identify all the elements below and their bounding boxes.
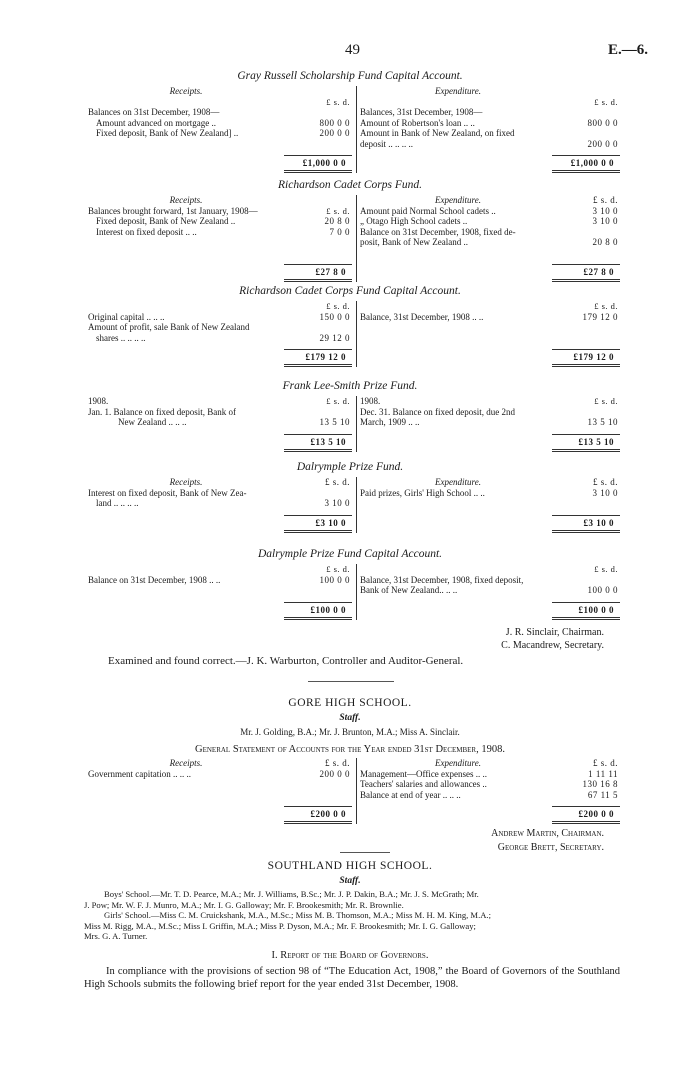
account-row	[88, 312, 356, 323]
account-row	[356, 396, 624, 407]
total-rule	[552, 602, 620, 603]
row-amount: 67 11 5	[587, 789, 618, 800]
row-description: land .. .. .. ..	[96, 498, 139, 508]
examined-statement: Examined and found correct.—J. K. Warburton, Controller and Auditor-General.	[108, 655, 464, 667]
total-rule	[552, 264, 620, 265]
account-row	[356, 97, 624, 108]
total-rule	[552, 366, 620, 367]
total-rule	[284, 349, 352, 350]
receipts-column	[88, 195, 356, 237]
row-amount: 200 0 0	[319, 128, 350, 138]
row-amount: £ s. d.	[324, 758, 350, 768]
column-divider	[356, 564, 357, 620]
total-rule	[284, 532, 352, 533]
total-rule	[284, 619, 352, 620]
gore-chairman: Andrew Martin, Chairman.	[491, 828, 604, 839]
total-rule	[552, 451, 620, 452]
total-rule	[552, 617, 620, 618]
row-description: Interest on fixed deposit, Bank of New Zea-	[88, 487, 247, 498]
row-description: Management—Office expenses .. ..	[360, 768, 488, 779]
row-amount: 1 11 11	[588, 768, 618, 779]
receipts-column	[88, 758, 356, 779]
row-description: Receipts.	[169, 758, 203, 768]
row-amount: 100 0 0	[319, 574, 350, 585]
expenditure-column	[356, 477, 624, 498]
row-amount: £ s. d.	[594, 301, 618, 311]
account-row	[88, 195, 356, 206]
row-description: Balances on 31st December, 1908—	[88, 107, 220, 117]
total-rule	[284, 530, 352, 531]
expenditure-column	[356, 195, 624, 248]
row-description: 1908.	[360, 396, 381, 406]
total-rule	[284, 617, 352, 618]
account-row	[88, 86, 356, 97]
account-row	[88, 575, 356, 586]
total-rule	[284, 806, 352, 807]
account-row	[356, 564, 624, 575]
row-amount: 800 0 0	[587, 117, 618, 128]
expenditure-total: £13 5 10	[578, 436, 614, 447]
row-description: Expenditure.	[435, 195, 481, 205]
expenditure-total: £200 0 0	[578, 809, 614, 819]
row-amount: £ s. d.	[594, 564, 618, 574]
page-reference: E.—6.	[607, 42, 648, 58]
row-amount: £ s. d.	[326, 96, 350, 107]
account-title: Dalrymple Prize Fund Capital Account.	[257, 548, 443, 560]
account-row	[88, 227, 356, 238]
receipts-column	[88, 477, 356, 509]
row-description: Fixed deposit, Bank of New Zealand] ..	[96, 128, 239, 138]
account-row	[356, 488, 624, 499]
gore-statement-title: General Statement of Accounts for the Year ended 31st December, 1908.	[195, 744, 505, 755]
account-title: Richardson Cadet Corps Fund Capital Account.	[239, 285, 461, 297]
signature-chairman: J. R. Sinclair, Chairman.	[505, 627, 604, 638]
row-description: Amount paid Normal School cadets ..	[360, 205, 496, 216]
page-number: 49	[345, 42, 360, 58]
row-amount: 100 0 0	[587, 585, 618, 595]
total-rule	[552, 806, 620, 807]
account-row	[88, 758, 356, 769]
gore-secretary: George Brett, Secretary.	[497, 842, 604, 853]
row-amount: 20 8 0	[324, 216, 350, 226]
account-row	[356, 227, 624, 238]
total-rule	[284, 170, 352, 171]
row-amount: 200 0 0	[319, 768, 350, 779]
row-description: shares .. .. .. ..	[96, 332, 146, 343]
account-row	[88, 396, 356, 407]
receipts-total: £1,000 0 0	[302, 158, 346, 168]
southland-heading: SOUTHLAND HIGH SCHOOL.	[267, 860, 433, 872]
total-rule	[284, 155, 352, 156]
receipts-column	[88, 396, 356, 428]
section-divider-2	[340, 852, 390, 853]
row-amount: £ s. d.	[324, 477, 350, 487]
expenditure-column	[356, 301, 624, 322]
row-amount: £ s. d.	[592, 758, 618, 768]
row-description: Bank of New Zealand.. .. ..	[360, 585, 458, 595]
account-row	[356, 769, 624, 780]
row-amount: £ s. d.	[326, 396, 350, 406]
total-rule	[284, 364, 352, 365]
southland-staff	[84, 889, 624, 942]
total-rule	[552, 619, 620, 620]
row-amount: £ s. d.	[592, 477, 618, 487]
account-row	[356, 139, 624, 150]
report-heading: I. Report of the Board of Governors.	[271, 950, 429, 961]
row-amount: £ s. d.	[326, 205, 350, 216]
row-description: Dec. 31. Balance on fixed deposit, due 2nd	[360, 406, 515, 417]
total-rule	[552, 349, 620, 350]
account-row	[88, 216, 356, 227]
row-amount: 3 10 0	[592, 205, 618, 216]
account-row	[356, 301, 624, 312]
row-amount: 13 5 10	[319, 417, 350, 427]
row-amount: 13 5 10	[587, 417, 618, 427]
row-amount: 130 16 8	[582, 779, 618, 789]
receipts-total: £200 0 0	[310, 809, 346, 819]
account-row	[88, 564, 356, 575]
expenditure-total: £100 0 0	[578, 604, 614, 615]
column-divider	[356, 86, 357, 173]
row-description: Amount of profit, sale Bank of New Zealand	[88, 322, 250, 332]
total-rule	[552, 281, 620, 282]
total-rule	[552, 821, 620, 822]
total-rule	[552, 449, 620, 450]
row-description: New Zealand .. .. ..	[118, 417, 187, 427]
account-row	[356, 477, 624, 488]
row-amount: 3 10 0	[324, 498, 350, 508]
account-row	[356, 585, 624, 596]
account-row	[356, 206, 624, 217]
row-description: Balance on 31st December, 1908 .. ..	[88, 574, 221, 585]
report-text: In compliance with the provisions of section 98 of “The Education Act, 1908,” the Board of Governors of the Southland High Schools submits the following brief report for the year ended 31st December, 1908.	[84, 966, 620, 990]
receipts-column	[88, 564, 356, 585]
account-row	[88, 97, 356, 108]
row-description: Expenditure.	[435, 86, 481, 96]
row-description: Paid prizes, Girls' High School .. ..	[360, 487, 485, 498]
account-row	[88, 322, 356, 333]
row-description: Expenditure.	[435, 477, 481, 487]
total-rule	[552, 532, 620, 533]
column-divider	[356, 477, 357, 533]
account-row	[356, 407, 624, 418]
row-amount: £ s. d.	[592, 195, 618, 205]
account-row	[356, 128, 624, 139]
total-rule	[284, 602, 352, 603]
row-description: Fixed deposit, Bank of New Zealand ..	[96, 216, 236, 226]
total-rule	[284, 281, 352, 282]
row-description: March, 1909 .. ..	[360, 417, 420, 427]
row-description: posit, Bank of New Zealand ..	[360, 237, 468, 247]
account-row	[356, 779, 624, 790]
total-rule	[284, 279, 352, 280]
row-description: Government capitation .. .. ..	[88, 768, 191, 779]
expenditure-column	[356, 86, 624, 149]
row-description: Balance at end of year .. .. ..	[360, 789, 461, 800]
receipts-total: £13 5 10	[310, 436, 346, 447]
staff-line: Mrs. G. A. Turner.	[84, 931, 148, 942]
row-description: Balance, 31st December, 1908, fixed deposit,	[360, 574, 524, 585]
account-title: Gray Russell Scholarship Fund Capital Account.	[237, 70, 463, 82]
expenditure-column	[356, 396, 624, 428]
total-rule	[284, 821, 352, 822]
account-row	[356, 312, 624, 323]
row-amount: £ s. d.	[594, 396, 618, 406]
expenditure-total: £27 8 0	[583, 267, 614, 277]
staff-line: Girls' School.—Miss C. M. Cruickshank, M.A., M.Sc.; Miss M. B. Thomson, M.A.; Miss M. H. M. King, M.A.;	[104, 910, 491, 921]
account-row	[356, 107, 624, 118]
account-title: Richardson Cadet Corps Fund.	[278, 179, 422, 191]
account-row	[88, 206, 356, 217]
expenditure-column	[356, 564, 624, 596]
row-description: 1908.	[88, 396, 109, 406]
staff-line: Boys' School.—Mr. T. D. Pearce, M.A.; Mr. J. Williams, B.Sc.; Mr. J. P. Dakin, B.A.; Mr. J. S. McGrath; Mr.	[104, 889, 479, 899]
receipts-total: £3 10 0	[315, 517, 346, 528]
account-row	[88, 333, 356, 344]
row-amount: 29 12 0	[319, 332, 350, 343]
account-row	[356, 575, 624, 586]
total-rule	[284, 823, 352, 824]
row-description: Expenditure.	[435, 758, 481, 768]
southland-staff-label: Staff.	[339, 876, 361, 886]
total-rule	[284, 172, 352, 173]
row-description: Balances, 31st December, 1908—	[360, 107, 483, 117]
row-description: Receipts.	[169, 86, 203, 96]
column-divider	[356, 396, 357, 452]
total-rule	[284, 264, 352, 265]
receipts-total: £179 12 0	[305, 352, 346, 362]
row-description: Amount of Robertson's loan .. ..	[360, 117, 475, 128]
gore-staff-label: Staff.	[339, 713, 361, 723]
total-rule	[552, 823, 620, 824]
account-row	[88, 301, 356, 312]
row-description: Receipts.	[169, 195, 203, 205]
receipts-column	[88, 86, 356, 139]
row-description: Amount in Bank of New Zealand, on fixed	[360, 128, 515, 138]
account-row	[88, 488, 356, 499]
row-description: Receipts.	[169, 477, 203, 487]
row-amount: 7 0 0	[329, 226, 350, 237]
total-rule	[284, 366, 352, 367]
row-amount: 800 0 0	[319, 117, 350, 128]
receipts-total: £27 8 0	[315, 267, 346, 277]
row-amount: £ s. d.	[594, 96, 618, 107]
row-description: Amount advanced on mortgage ..	[96, 117, 216, 128]
account-row	[88, 118, 356, 129]
total-rule	[552, 155, 620, 156]
account-row	[88, 417, 356, 428]
row-amount: 179 12 0	[582, 311, 618, 322]
column-divider	[356, 195, 357, 282]
staff-line: Miss M. Rigg, M.A., M.Sc.; Miss I. Griffin, M.A.; Miss P. Dyson, M.A.; Mr. F. Brookesmith; Mr. I. G. Galloway;	[84, 920, 476, 931]
column-divider	[356, 758, 357, 824]
expenditure-total: £1,000 0 0	[570, 158, 614, 168]
account-row	[356, 417, 624, 428]
account-row	[356, 216, 624, 227]
row-amount: 150 0 0	[319, 311, 350, 322]
total-rule	[552, 434, 620, 435]
gore-staff: Mr. J. Golding, B.A.; Mr. J. Brunton, M.A.; Miss A. Sinclair.	[240, 727, 460, 737]
receipts-total: £100 0 0	[310, 604, 346, 615]
account-row	[356, 790, 624, 801]
column-divider	[356, 301, 357, 367]
account-row	[356, 195, 624, 206]
row-amount: £ s. d.	[326, 301, 350, 311]
total-rule	[552, 515, 620, 516]
account-row	[88, 107, 356, 118]
row-amount: 20 8 0	[592, 237, 618, 247]
account-row	[88, 769, 356, 780]
total-rule	[552, 364, 620, 365]
row-amount: 200 0 0	[587, 138, 618, 149]
expenditure-column	[356, 758, 624, 800]
account-row	[356, 86, 624, 97]
account-title: Frank Lee-Smith Prize Fund.	[282, 380, 418, 392]
row-amount: £ s. d.	[326, 564, 350, 574]
account-title: Dalrymple Prize Fund.	[296, 461, 404, 473]
account-row	[356, 237, 624, 248]
account-row	[88, 477, 356, 488]
row-amount: 3 10 0	[592, 216, 618, 226]
row-description: Original capital .. .. ..	[88, 311, 165, 322]
account-row	[88, 407, 356, 418]
signature-secretary: C. Macandrew, Secretary.	[501, 640, 604, 651]
row-description: Jan. 1. Balance on fixed deposit, Bank of	[88, 406, 236, 417]
gore-heading: GORE HIGH SCHOOL.	[288, 697, 412, 709]
account-row	[88, 128, 356, 139]
expenditure-total: £3 10 0	[583, 517, 614, 528]
account-row	[356, 118, 624, 129]
account-row	[356, 758, 624, 769]
total-rule	[552, 530, 620, 531]
receipts-column	[88, 301, 356, 343]
total-rule	[284, 451, 352, 452]
row-description: Balances brought forward, 1st January, 1908—	[88, 205, 258, 216]
expenditure-total: £179 12 0	[573, 352, 614, 362]
staff-line: J. Pow; Mr. W. F. J. Munro, M.A.; Mr. I. G. Galloway; Mr. F. Brookesmith; Mr. R. Brownlie.	[84, 899, 404, 910]
row-description: deposit .. .. .. ..	[360, 138, 413, 149]
total-rule	[552, 170, 620, 171]
section-divider	[308, 681, 394, 682]
row-description: „ Otago High School cadets ..	[360, 216, 468, 226]
row-amount: 3 10 0	[592, 487, 618, 498]
total-rule	[284, 515, 352, 516]
row-description: Balance, 31st December, 1908 .. ..	[360, 311, 484, 322]
row-description: Teachers' salaries and allowances ..	[360, 779, 487, 789]
total-rule	[284, 434, 352, 435]
total-rule	[552, 172, 620, 173]
row-description: Balance on 31st December, 1908, fixed de-	[360, 226, 516, 237]
total-rule	[552, 279, 620, 280]
account-row	[88, 498, 356, 509]
row-description: Interest on fixed deposit .. ..	[96, 226, 197, 237]
total-rule	[284, 449, 352, 450]
